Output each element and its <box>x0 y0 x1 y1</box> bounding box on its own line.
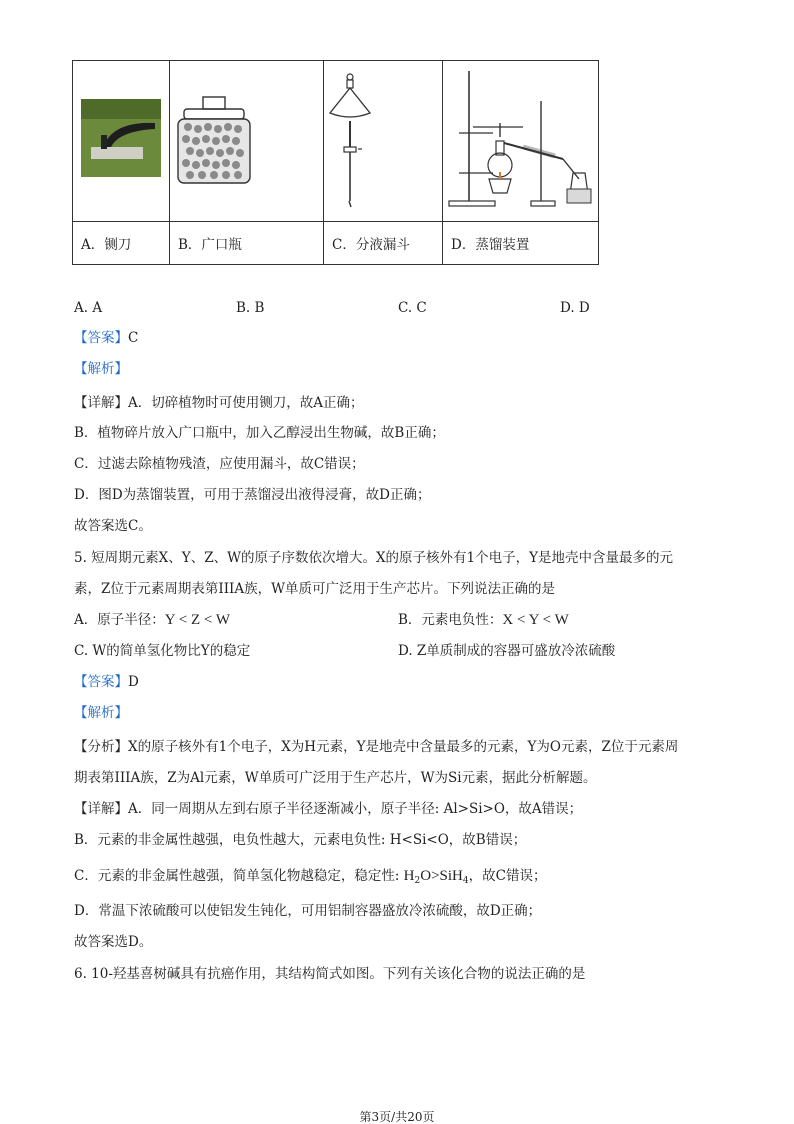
option-text: B．元素电负性： <box>398 612 503 628</box>
q5-answer <box>74 672 139 692</box>
image-cell-d <box>443 61 599 222</box>
formula-segment: O>SiH <box>420 868 463 884</box>
q4-analysis-label: 【解析】 <box>74 361 128 377</box>
image-cell-a <box>73 61 170 222</box>
formula-subscript: 4 <box>462 876 469 886</box>
answer-label: 【答案】 <box>74 330 128 346</box>
option-math: Y < Z < W <box>164 612 230 628</box>
hay-cutter-photo <box>73 61 169 217</box>
q4-option-d: D. D <box>560 300 590 316</box>
wide-mouth-bottle-icon <box>170 61 323 217</box>
q4-detail-line: 故答案选C。 <box>74 518 152 534</box>
option-text: A．原子半径： <box>74 612 165 628</box>
q5-detail-line: D．常温下浓硫酸可以使铝发生钝化，可用铝制容器盛放冷浓硫酸，故D正确； <box>74 903 542 919</box>
q5-option-c: C. W的简单氢化物比Y的稳定 <box>74 643 251 659</box>
option-math: X < Y < W <box>502 612 569 628</box>
answer-label: 【答案】 <box>74 674 128 690</box>
q5-option-a <box>74 610 230 630</box>
image-cell-c <box>324 61 443 222</box>
q5-option-b <box>398 610 569 630</box>
caption-d: D．蒸馏装置 <box>443 222 599 265</box>
q4-option-b: B. B <box>236 300 265 316</box>
q5-conclusion: 故答案选D。 <box>74 934 153 950</box>
q5-fenxi-line: 期表第IIIA族，Z为Al元素，W单质可广泛用于生产芯片，W为Si元素，据此分析解题。 <box>74 770 597 786</box>
q4-detail-line: D．图D为蒸馏装置，可用于蒸馏浸出液得浸膏，故D正确； <box>74 487 431 503</box>
q5-fenxi-line: 【分析】X的原子核外有1个电子，X为H元素，Y是地壳中含量最多的元素，Y为O元素，Z位于元素周 <box>74 739 679 755</box>
q4-answer <box>74 328 138 348</box>
q4-detail-line: C．过滤去除植物残渣，应使用漏斗，故C错误； <box>74 456 365 472</box>
apparatus-table <box>72 60 599 265</box>
q6-stem: 6. 10-羟基喜树碱具有抗癌作用，其结构简式如图。下列有关该化合物的说法正确的是 <box>74 966 586 982</box>
q4-option-c: C. C <box>398 300 427 316</box>
q5-analysis-label: 【解析】 <box>74 705 128 721</box>
q5-detail-line: 【详解】A．同一周期从左到右原子半径逐渐减小，原子半径: Al>Si>O，故A错误； <box>74 801 583 817</box>
q5-detail-line <box>74 866 546 891</box>
text-segment: C．元素的非金属性越强，简单氢化物越稳定，稳定性: <box>74 868 404 884</box>
formula-subscript: 2 <box>414 876 421 886</box>
q4-detail-line: 【详解】A．切碎植物时可使用铡刀，故A正确； <box>74 395 364 411</box>
q4-option-a: A. A <box>74 300 103 316</box>
q4-detail-line: B．植物碎片放入广口瓶中，加入乙醇浸出生物碱，故B正确； <box>74 425 445 441</box>
q5-detail-line: B．元素的非金属性越强，电负性越大，元素电负性: H<Si<O，故B错误； <box>74 832 527 848</box>
text-segment: ，故C错误； <box>468 868 547 884</box>
caption-a: A．铡刀 <box>73 222 170 265</box>
separatory-funnel-icon <box>324 61 442 217</box>
q5-stem-line: 5. 短周期元素X、Y、Z、W的原子序数依次增大。X的原子核外有1个电子，Y是地壳中含量最多的元 <box>74 550 674 566</box>
answer-value: C <box>128 330 139 346</box>
page-footer: 第3页/共20页 <box>359 1110 435 1124</box>
answer-value: D <box>128 674 139 690</box>
caption-b: B．广口瓶 <box>170 222 324 265</box>
image-cell-b <box>170 61 324 222</box>
caption-c: C．分液漏斗 <box>324 222 443 265</box>
formula-segment: H <box>403 868 415 884</box>
distillation-apparatus-icon <box>443 61 598 217</box>
q5-stem-line: 素，Z位于元素周期表第IIIA族，W单质可广泛用于生产芯片。下列说法正确的是 <box>74 581 556 597</box>
q5-option-d: D. Z单质制成的容器可盛放冷浓硫酸 <box>398 643 616 659</box>
